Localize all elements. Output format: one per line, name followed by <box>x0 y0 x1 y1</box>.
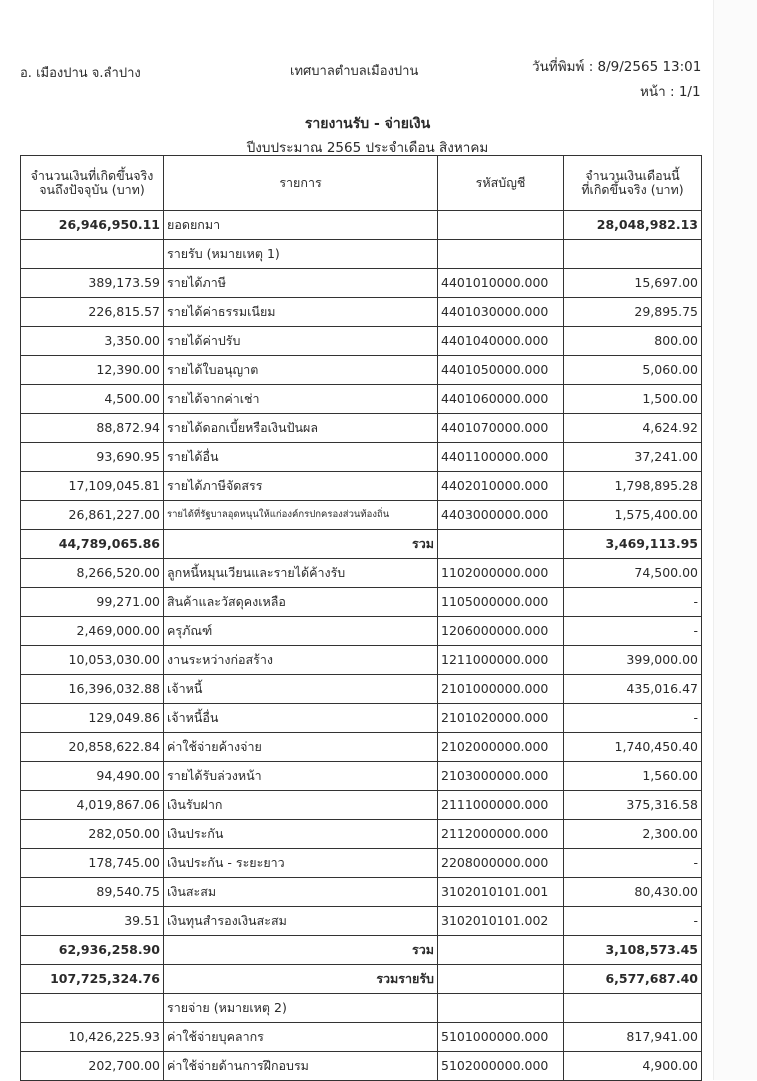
cumulative-cell: 8,266,520.00 <box>21 559 164 588</box>
section-label: รายจ่าย (หมายเหตุ 2) <box>164 994 438 1023</box>
cumulative-cell: 26,946,950.11 <box>21 211 164 240</box>
location-text: อ. เมืองปาน จ.ลำปาง <box>20 66 141 81</box>
report-title: รายงานรับ - จ่ายเงิน <box>304 116 431 132</box>
report-subtitle: ปีงบประมาณ 2565 ประจำเดือน สิงหาคม <box>246 140 489 156</box>
code-cell: 2102000000.000 <box>438 733 564 762</box>
cumulative-cell: 88,872.94 <box>21 414 164 443</box>
cumulative-cell: 93,690.95 <box>21 443 164 472</box>
code-cell: 4401070000.000 <box>438 414 564 443</box>
code-cell: 2112000000.000 <box>438 820 564 849</box>
table-row <box>21 356 702 385</box>
header-account-code: รหัสบัญชี <box>438 156 564 211</box>
empty-cell <box>21 240 164 269</box>
table-row <box>21 559 702 588</box>
item-cell: รายได้ค่าปรับ <box>164 327 438 356</box>
cumulative-cell: 389,173.59 <box>21 269 164 298</box>
code-cell: 4401010000.000 <box>438 269 564 298</box>
cumulative-cell: 282,050.00 <box>21 820 164 849</box>
empty-cell <box>438 936 564 965</box>
month-cell: 435,016.47 <box>564 675 702 704</box>
item-cell: เจ้าหนี้อื่น <box>164 704 438 733</box>
expense-section-row <box>21 994 702 1023</box>
month-cell: 1,575,400.00 <box>564 501 702 530</box>
table-header-row <box>21 156 702 211</box>
month-cell: 3,108,573.45 <box>564 936 702 965</box>
item-cell: ค่าใช้จ่ายค้างจ่าย <box>164 733 438 762</box>
code-cell: 1211000000.000 <box>438 646 564 675</box>
month-cell: - <box>564 617 702 646</box>
total-label: รวม <box>164 530 438 559</box>
month-cell: 5,060.00 <box>564 356 702 385</box>
item-cell: รายได้ที่รัฐบาลอุดหนุนให้แก่องค์กรปกครองส่วนท้องถิ่น <box>164 501 438 530</box>
table-row <box>21 646 702 675</box>
cumulative-cell: 4,019,867.06 <box>21 791 164 820</box>
income-rows <box>21 269 702 530</box>
item-cell: รายได้ดอกเบี้ยหรือเงินปันผล <box>164 414 438 443</box>
header-item: รายการ <box>164 156 438 211</box>
item-cell: รายได้รับล่วงหน้า <box>164 762 438 791</box>
code-cell: 2111000000.000 <box>438 791 564 820</box>
cumulative-cell: 62,936,258.90 <box>21 936 164 965</box>
cumulative-cell: 99,271.00 <box>21 588 164 617</box>
month-cell: 1,798,895.28 <box>564 472 702 501</box>
month-cell: 1,740,450.40 <box>564 733 702 762</box>
income-section-row <box>21 240 702 269</box>
item-cell: ยอดยกมา <box>164 211 438 240</box>
table-row <box>21 907 702 936</box>
table-row <box>21 820 702 849</box>
table-row <box>21 849 702 878</box>
empty-cell <box>564 240 702 269</box>
cumulative-cell: 17,109,045.81 <box>21 472 164 501</box>
table-row <box>21 675 702 704</box>
total-label: รวม <box>164 936 438 965</box>
total-label: รวมรายรับ <box>164 965 438 994</box>
table-row <box>21 385 702 414</box>
empty-cell <box>21 994 164 1023</box>
item-cell: เงินรับฝาก <box>164 791 438 820</box>
code-cell: 4401050000.000 <box>438 356 564 385</box>
month-cell: 1,560.00 <box>564 762 702 791</box>
cumulative-cell: 89,540.75 <box>21 878 164 907</box>
cumulative-cell: 178,745.00 <box>21 849 164 878</box>
cumulative-cell: 12,390.00 <box>21 356 164 385</box>
other-total-row <box>21 936 702 965</box>
month-cell: 6,577,687.40 <box>564 965 702 994</box>
item-cell: ครุภัณฑ์ <box>164 617 438 646</box>
income-total-row <box>21 530 702 559</box>
item-cell: รายได้จากค่าเช่า <box>164 385 438 414</box>
page-edge <box>713 0 757 1080</box>
table-row <box>21 617 702 646</box>
code-cell: 4401040000.000 <box>438 327 564 356</box>
table-row <box>21 501 702 530</box>
item-cell: รายได้ภาษีจัดสรร <box>164 472 438 501</box>
cumulative-cell: 10,426,225.93 <box>21 1023 164 1052</box>
item-cell: สินค้าและวัสดุคงเหลือ <box>164 588 438 617</box>
report-table <box>20 155 702 1081</box>
month-cell: 37,241.00 <box>564 443 702 472</box>
code-cell <box>438 211 564 240</box>
header-cumulative <box>21 156 164 211</box>
code-cell: 4402010000.000 <box>438 472 564 501</box>
table-row <box>21 1023 702 1052</box>
expense-rows <box>21 1023 702 1081</box>
code-cell: 4401100000.000 <box>438 443 564 472</box>
code-cell: 1102000000.000 <box>438 559 564 588</box>
empty-cell <box>438 965 564 994</box>
code-cell: 3102010101.002 <box>438 907 564 936</box>
item-cell: รายได้ภาษี <box>164 269 438 298</box>
item-cell: เงินทุนสำรองเงินสะสม <box>164 907 438 936</box>
header-cumulative-line1: จำนวนเงินที่เกิดขึ้นจริง <box>30 167 154 183</box>
code-cell: 1206000000.000 <box>438 617 564 646</box>
item-cell: รายได้ใบอนุญาต <box>164 356 438 385</box>
month-cell: - <box>564 849 702 878</box>
cumulative-cell: 20,858,622.84 <box>21 733 164 762</box>
item-cell: รายได้ค่าธรรมเนียม <box>164 298 438 327</box>
code-cell: 4401060000.000 <box>438 385 564 414</box>
item-cell: เจ้าหนี้ <box>164 675 438 704</box>
table-row <box>21 1052 702 1081</box>
month-cell: 80,430.00 <box>564 878 702 907</box>
code-cell: 4403000000.000 <box>438 501 564 530</box>
month-cell: - <box>564 704 702 733</box>
table-row <box>21 443 702 472</box>
table-row <box>21 327 702 356</box>
cumulative-cell: 94,490.00 <box>21 762 164 791</box>
code-cell: 4401030000.000 <box>438 298 564 327</box>
table-row <box>21 298 702 327</box>
code-cell: 2101000000.000 <box>438 675 564 704</box>
month-cell: 375,316.58 <box>564 791 702 820</box>
table-row <box>21 762 702 791</box>
page-number: หน้า : 1/1 <box>640 84 701 100</box>
header-cumulative-line2: จนถึงปัจจุบัน (บาท) <box>39 182 145 197</box>
print-date: วันที่พิมพ์ : 8/9/2565 13:01 <box>532 59 702 75</box>
table-row <box>21 791 702 820</box>
header-month-line2: ที่เกิดขึ้นจริง (บาท) <box>581 182 684 197</box>
code-cell: 2103000000.000 <box>438 762 564 791</box>
cumulative-cell: 4,500.00 <box>21 385 164 414</box>
month-cell: 28,048,982.13 <box>564 211 702 240</box>
month-cell: 3,469,113.95 <box>564 530 702 559</box>
month-cell: 399,000.00 <box>564 646 702 675</box>
code-cell: 3102010101.001 <box>438 878 564 907</box>
item-cell: ค่าใช้จ่ายบุคลากร <box>164 1023 438 1052</box>
month-cell: 817,941.00 <box>564 1023 702 1052</box>
table-row <box>21 269 702 298</box>
month-cell: - <box>564 588 702 617</box>
cumulative-cell: 10,053,030.00 <box>21 646 164 675</box>
table-row <box>21 414 702 443</box>
table-row <box>21 472 702 501</box>
month-cell: 29,895.75 <box>564 298 702 327</box>
cumulative-cell: 107,725,324.76 <box>21 965 164 994</box>
item-cell: รายได้อื่น <box>164 443 438 472</box>
code-cell: 1105000000.000 <box>438 588 564 617</box>
code-cell: 2208000000.000 <box>438 849 564 878</box>
grand-income-total-row <box>21 965 702 994</box>
item-cell: งานระหว่างก่อสร้าง <box>164 646 438 675</box>
cumulative-cell: 39.51 <box>21 907 164 936</box>
item-cell: เงินประกัน <box>164 820 438 849</box>
cumulative-cell: 3,350.00 <box>21 327 164 356</box>
item-cell: ค่าใช้จ่ายด้านการฝึกอบรม <box>164 1052 438 1081</box>
header-month-line1: จำนวนเงินเดือนนี้ <box>585 167 680 183</box>
code-cell: 5102000000.000 <box>438 1052 564 1081</box>
empty-cell <box>438 240 564 269</box>
month-cell: 4,624.92 <box>564 414 702 443</box>
opening-balance-row <box>21 211 702 240</box>
empty-cell <box>564 994 702 1023</box>
cumulative-cell: 44,789,065.86 <box>21 530 164 559</box>
code-cell: 5101000000.000 <box>438 1023 564 1052</box>
header-month <box>564 156 702 211</box>
item-cell: เงินประกัน - ระยะยาว <box>164 849 438 878</box>
other-rows <box>21 559 702 936</box>
table-row <box>21 704 702 733</box>
cumulative-cell: 226,815.57 <box>21 298 164 327</box>
item-cell: ลูกหนี้หมุนเวียนและรายได้ค้างรับ <box>164 559 438 588</box>
cumulative-cell: 26,861,227.00 <box>21 501 164 530</box>
table-row <box>21 878 702 907</box>
table-row <box>21 733 702 762</box>
cumulative-cell: 129,049.86 <box>21 704 164 733</box>
month-cell: 4,900.00 <box>564 1052 702 1081</box>
organization-name: เทศบาลตำบลเมืองปาน <box>290 64 419 79</box>
table-row <box>21 588 702 617</box>
month-cell: - <box>564 907 702 936</box>
month-cell: 800.00 <box>564 327 702 356</box>
cumulative-cell: 202,700.00 <box>21 1052 164 1081</box>
month-cell: 15,697.00 <box>564 269 702 298</box>
month-cell: 1,500.00 <box>564 385 702 414</box>
month-cell: 2,300.00 <box>564 820 702 849</box>
cumulative-cell: 16,396,032.88 <box>21 675 164 704</box>
cumulative-cell: 2,469,000.00 <box>21 617 164 646</box>
code-cell: 2101020000.000 <box>438 704 564 733</box>
empty-cell <box>438 994 564 1023</box>
empty-cell <box>438 530 564 559</box>
month-cell: 74,500.00 <box>564 559 702 588</box>
section-label: รายรับ (หมายเหตุ 1) <box>164 240 438 269</box>
item-cell: เงินสะสม <box>164 878 438 907</box>
